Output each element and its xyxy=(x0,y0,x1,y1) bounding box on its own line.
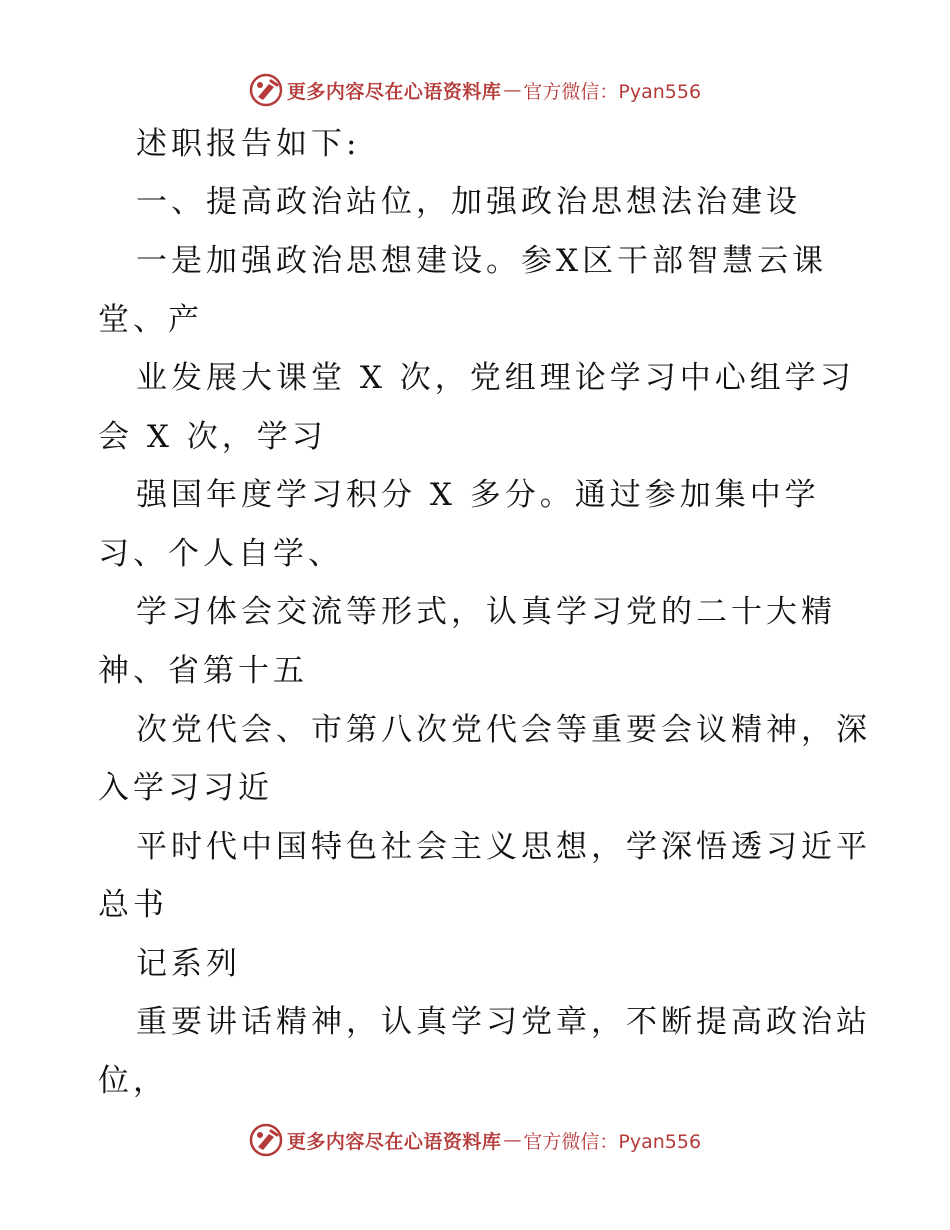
text-line: 入学习习近 xyxy=(98,770,273,806)
watermark-separator: — xyxy=(503,79,522,101)
section-heading: 一、提高政治站位，加强政治思想法治建设 xyxy=(136,184,801,220)
text-line: 一是加强政治思想建设。参X区干部智慧云课 xyxy=(136,243,828,279)
text-line: 重要讲话精神，认真学习党章，不断提高政治站 xyxy=(136,1004,871,1040)
text-line: 次党代会、市第八次党代会等重要会议精神，深 xyxy=(136,712,871,748)
footer-watermark xyxy=(0,1120,950,1160)
watermark-main-text: 更多内容尽在心语资料库 xyxy=(286,1130,502,1153)
text-line: 记系列 xyxy=(136,946,241,982)
watermark-wechat-text: 官方微信：Pyan556 xyxy=(523,1130,702,1153)
watermark-main-text: 更多内容尽在心语资料库 xyxy=(286,80,502,103)
brand-logo-icon xyxy=(249,1123,283,1157)
text-line: 会 X 次，学习 xyxy=(98,419,327,455)
text-line: 堂、产 xyxy=(98,302,203,338)
text-line: 强国年度学习积分 X 多分。通过参加集中学 xyxy=(136,477,820,513)
watermark-wechat-text: 官方微信：Pyan556 xyxy=(523,80,702,103)
watermark-separator: — xyxy=(503,1129,522,1151)
text-line: 平时代中国特色社会主义思想，学深悟透习近平 xyxy=(136,829,871,865)
text-line: 总书 xyxy=(98,887,168,923)
text-line: 学习体会交流等形式，认真学习党的二十大精 xyxy=(136,594,836,630)
header-watermark xyxy=(0,70,950,110)
brand-logo-icon xyxy=(249,73,283,107)
text-line: 述职报告如下: xyxy=(136,126,361,162)
text-line: 位， xyxy=(98,1063,168,1099)
text-line: 习、个人自学、 xyxy=(98,536,343,572)
text-line: 神、省第十五 xyxy=(98,653,308,689)
text-line: 业发展大课堂 X 次，党组理论学习中心组学习 xyxy=(136,360,855,396)
